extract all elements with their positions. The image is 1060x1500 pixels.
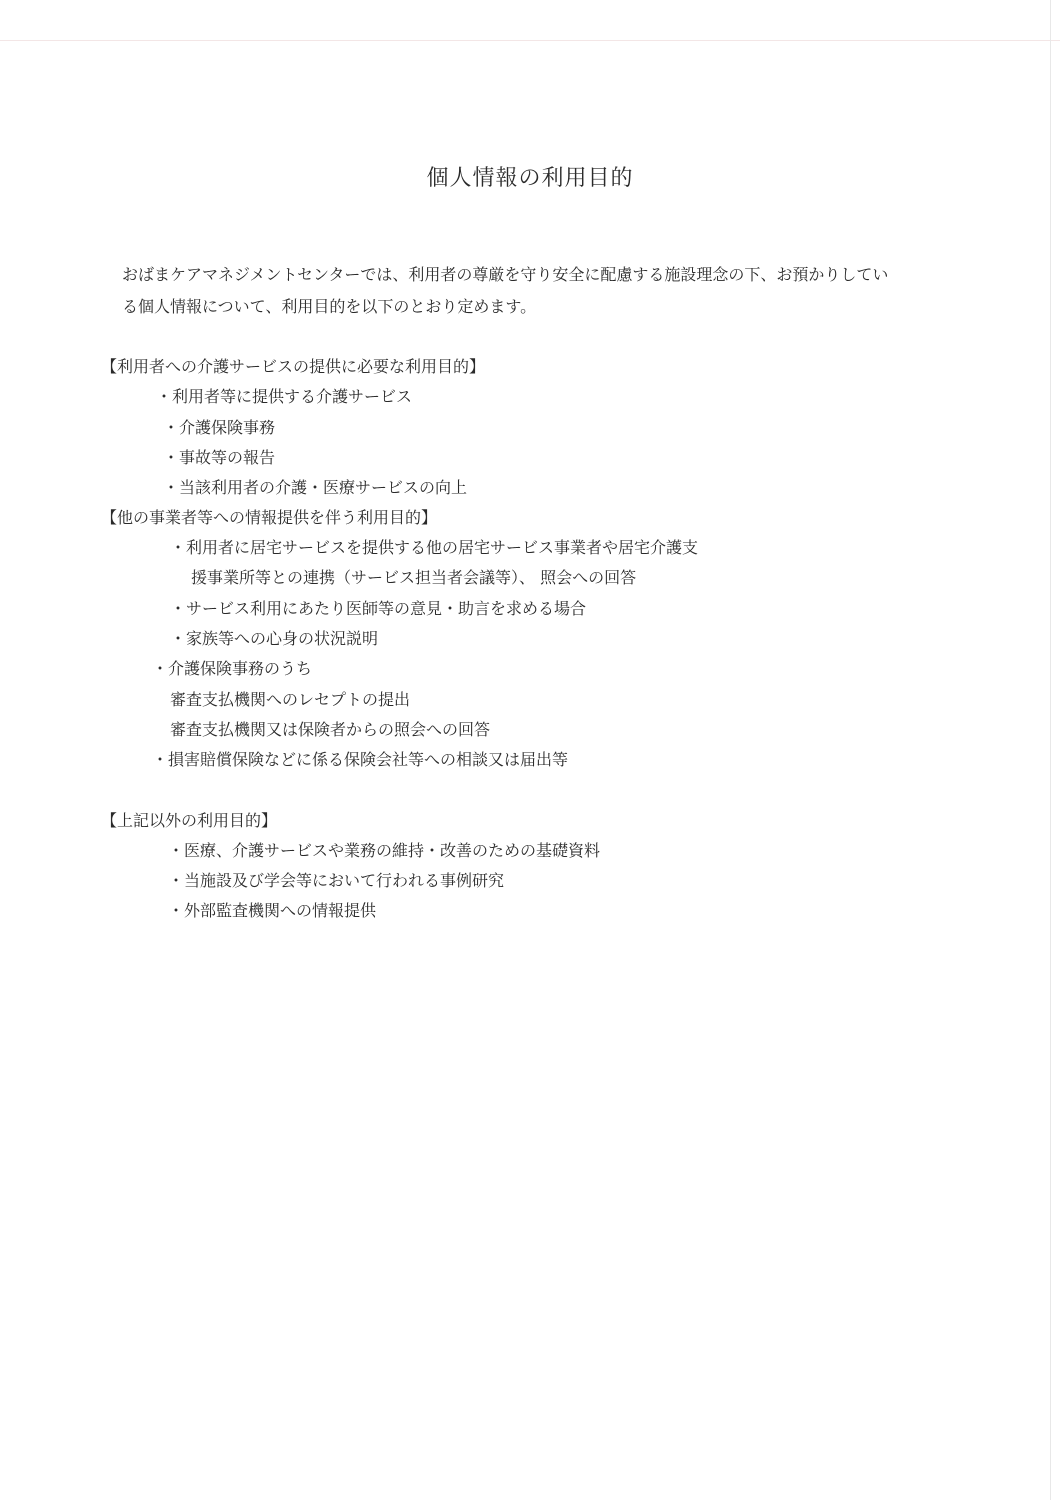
- list-item: ・外部監査機関への情報提供: [168, 901, 377, 920]
- intro-line: おばまケアマネジメントセンターでは、利用者の尊厳を守り安全に配慮する施設理念の下、お預かりしてい: [122, 265, 889, 284]
- list-item: ・事故等の報告: [163, 448, 276, 467]
- list-item-continuation: 援事業所等との連携（サービス担当者会議等）、 照会への回答: [191, 568, 637, 587]
- list-item: ・介護保険事務: [163, 418, 276, 437]
- list-sub-item: 審査支払機関へのレセプトの提出: [170, 690, 411, 709]
- intro-line: る個人情報について、利用目的を以下のとおり定めます。: [122, 297, 537, 316]
- list-item: ・損害賠償保険などに係る保険会社等への相談又は届出等: [152, 750, 569, 769]
- list-sub-item: 審査支払機関又は保険者からの照会への回答: [170, 720, 491, 739]
- list-item: ・介護保険事務のうち: [152, 659, 313, 678]
- list-item: ・医療、介護サービスや業務の維持・改善のための基礎資料: [168, 841, 601, 860]
- list-item: ・利用者等に提供する介護サービス: [156, 387, 413, 406]
- list-item: ・当該利用者の介護・医療サービスの向上: [163, 478, 468, 497]
- scan-top-edge: [0, 40, 1060, 41]
- section-heading-care-service: 【利用者への介護サービスの提供に必要な利用目的】: [101, 357, 486, 376]
- list-item: ・利用者に居宅サービスを提供する他の居宅サービス事業者や居宅介護支: [170, 538, 699, 557]
- list-item: ・サービス利用にあたり医師等の意見・助言を求める場合: [170, 599, 587, 618]
- list-item: ・家族等への心身の状況説明: [170, 629, 379, 648]
- intro-paragraph: [122, 259, 972, 323]
- page-title: 個人情報の利用目的: [426, 166, 634, 191]
- section-heading-third-party: 【他の事業者等への情報提供を伴う利用目的】: [101, 508, 438, 527]
- section-heading-other: 【上記以外の利用目的】: [101, 811, 278, 830]
- list-item: ・当施設及び学会等において行われる事例研究: [168, 871, 505, 890]
- scan-right-edge: [1050, 0, 1051, 1500]
